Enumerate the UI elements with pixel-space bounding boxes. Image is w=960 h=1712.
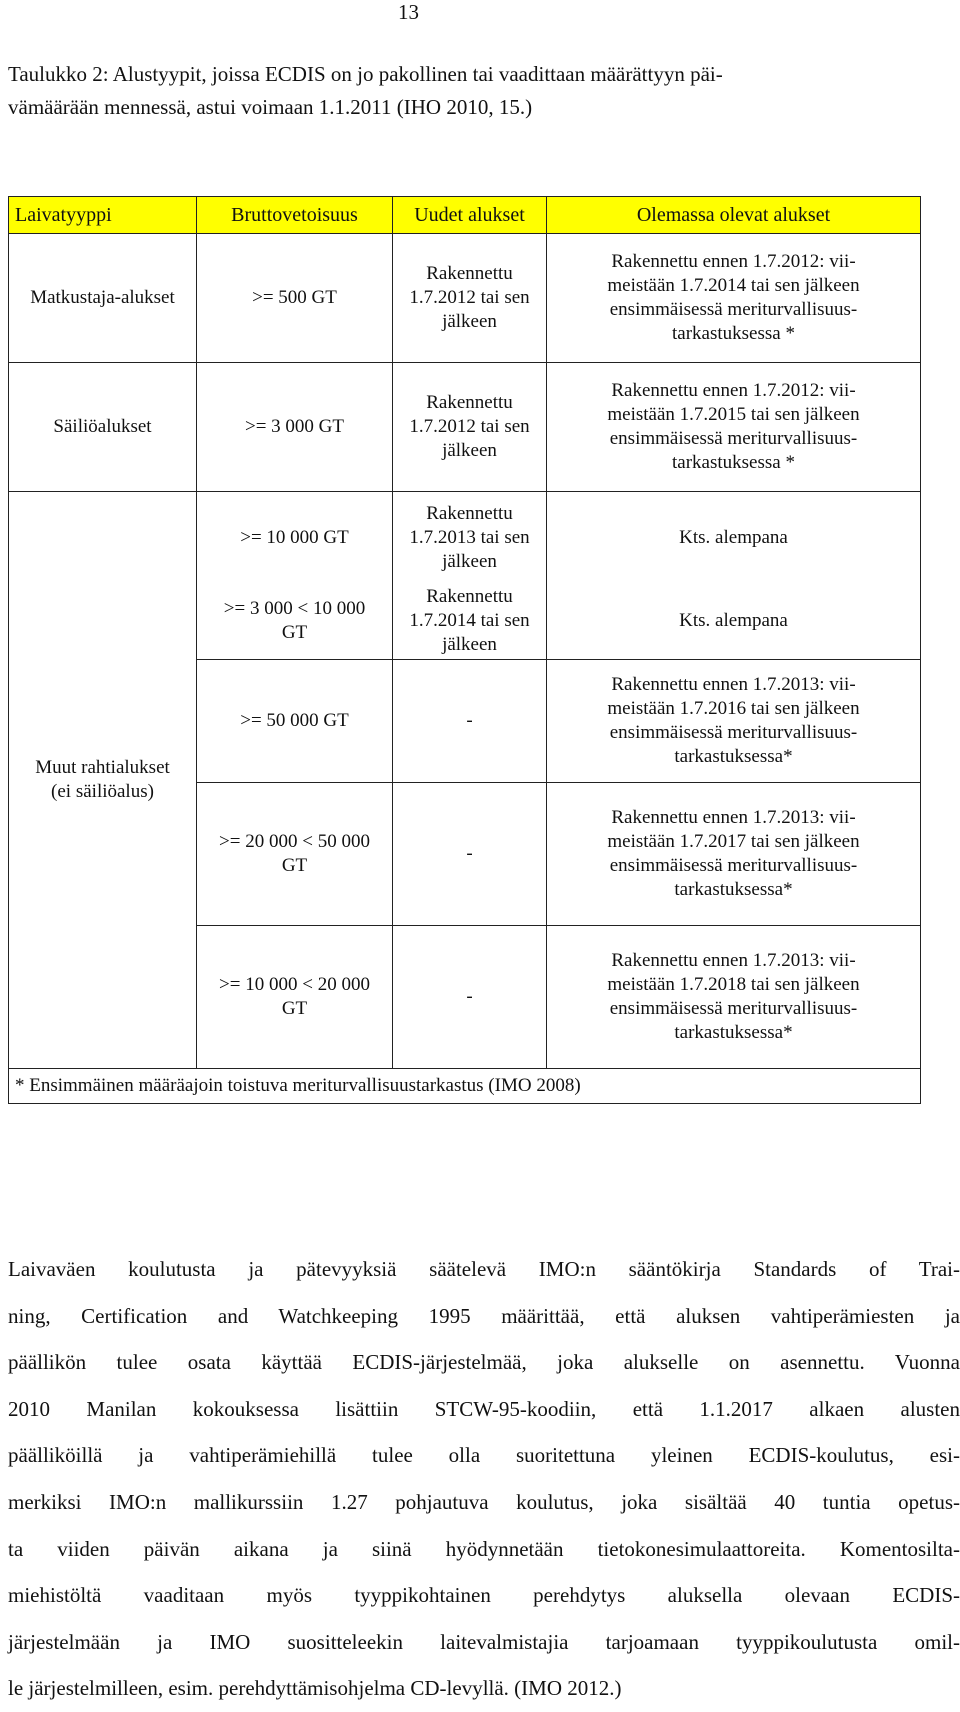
cell-line: >= 3 000 < 10 000	[223, 598, 366, 620]
cell-line: ensimmäisessä meriturvallisuus-	[609, 998, 858, 1019]
cell-line: GT	[281, 855, 308, 876]
cell-line: Rakennettu	[426, 263, 513, 284]
cell-line: 1.7.2012 tai sen	[409, 416, 530, 437]
new-ships-cell	[393, 363, 547, 492]
paragraph-line: päälliköillä ja vahtiperämiehillä tulee olla suoritettuna yleinen ECDIS-koulutus, esi-	[8, 1443, 960, 1468]
tonnage-cell	[197, 584, 393, 660]
paragraph-line: järjestelmään ja IMO suositteleekin laitevalmistajia tarjoamaan tyyppikoulutusta omil-	[8, 1629, 960, 1654]
cell-line: GT	[281, 622, 308, 644]
footnote-row	[9, 1069, 921, 1104]
cell-line: meistään 1.7.2014 tai sen jälkeen	[607, 275, 860, 296]
paragraph-line: 2010 Manilan kokouksessa lisättiin STCW-95-koodiin, että 1.1.2017 alkaen alusten	[8, 1396, 960, 1421]
header-cell: Laivatyyppi	[9, 197, 197, 234]
ecdis-table	[8, 196, 921, 1104]
tonnage-cell: >= 500 GT	[197, 234, 393, 363]
cell-line: >= 20 000 < 50 000	[219, 831, 370, 852]
existing-ships-cell: Kts. alempana	[547, 584, 921, 660]
existing-ships-cell: Kts. alempana	[547, 492, 921, 584]
table-footnote: * Ensimmäinen määräajoin toistuva meriturvallisuustarkastus (IMO 2008)	[9, 1069, 921, 1104]
ship-type-cell: Matkustaja-alukset	[9, 234, 197, 363]
new-ships-cell: -	[393, 783, 547, 926]
new-ships-cell: -	[393, 660, 547, 783]
cell-line: tarkastuksessa*	[674, 746, 793, 767]
cell-line: tarkastuksessa *	[672, 323, 795, 344]
page-number: 13	[398, 0, 419, 24]
caption-line: Taulukko 2: Alustyypit, joissa ECDIS on jo pakollinen tai vaadittaan määrättyyn päi-	[8, 62, 723, 86]
existing-ships-cell	[547, 926, 921, 1069]
header-cell: Olemassa olevat alukset	[547, 197, 921, 234]
ship-type-cell: Säiliöalukset	[9, 363, 197, 492]
cell-line: GT	[281, 998, 308, 1019]
cell-line: Muut rahtialukset	[35, 757, 170, 778]
tonnage-cell: >= 10 000 GT	[197, 492, 393, 584]
cell-line: 1.7.2013 tai sen	[409, 526, 530, 548]
paragraph-line: miehistöltä vaaditaan myös tyyppikohtainen perehdytys aluksella olevaan ECDIS-	[8, 1583, 960, 1608]
cell-line: Rakennettu	[426, 586, 513, 608]
cell-line: meistään 1.7.2016 tai sen jälkeen	[607, 698, 860, 719]
cell-line: meistään 1.7.2015 tai sen jälkeen	[607, 404, 860, 425]
paragraph-line: le järjestelmilleen, esim. perehdyttämisohjelma CD-levyllä. (IMO 2012.)	[8, 1676, 622, 1701]
table-row	[9, 234, 921, 363]
new-ships-cell: -	[393, 926, 547, 1069]
cell-line: ensimmäisessä meriturvallisuus-	[609, 428, 858, 449]
cell-line: Rakennettu ennen 1.7.2013: vii-	[611, 674, 856, 695]
cell-line: ensimmäisessä meriturvallisuus-	[609, 855, 858, 876]
cell-line: Rakennettu	[426, 392, 513, 413]
cell-line: tarkastuksessa*	[674, 1022, 793, 1043]
cell-line: tarkastuksessa*	[674, 879, 793, 900]
cell-line: Rakennettu ennen 1.7.2012: vii-	[611, 251, 856, 272]
cell-line: Rakennettu	[426, 502, 513, 524]
new-ships-cell	[393, 492, 547, 584]
tonnage-cell	[197, 926, 393, 1069]
ship-type-cell	[9, 492, 197, 1069]
cell-line: jälkeen	[442, 634, 497, 656]
caption-line: vämäärään mennessä, astui voimaan 1.1.2011 (IHO 2010, 15.)	[8, 95, 533, 119]
cell-line: meistään 1.7.2017 tai sen jälkeen	[607, 831, 860, 852]
cell-line: ensimmäisessä meriturvallisuus-	[609, 299, 858, 320]
cell-line: jälkeen	[442, 440, 497, 461]
existing-ships-cell	[547, 363, 921, 492]
cell-line: tarkastuksessa *	[672, 452, 795, 473]
cell-line: Rakennettu ennen 1.7.2013: vii-	[611, 950, 856, 971]
cell-line: jälkeen	[442, 311, 497, 332]
cell-line: jälkeen	[442, 550, 497, 572]
cell-line: >= 10 000 < 20 000	[219, 974, 370, 995]
table-header-row	[9, 197, 921, 234]
new-ships-cell	[393, 234, 547, 363]
paragraph-line: päällikön tulee osata käyttää ECDIS-järjestelmää, joka alukselle on asennettu. Vuonna	[8, 1350, 960, 1375]
table-row	[9, 363, 921, 492]
table-row	[9, 492, 921, 584]
paragraph-line: ning, Certification and Watchkeeping 1995 määrittää, että aluksen vahtiperämiesten ja	[8, 1303, 960, 1328]
body-paragraph	[8, 1246, 960, 1712]
paragraph-line: merkiksi IMO:n mallikurssiin 1.27 pohjautuva koulutus, joka sisältää 40 tuntia opetus-	[8, 1489, 960, 1514]
paragraph-line: Laivaväen koulutusta ja pätevyyksiä säätelevä IMO:n sääntökirja Standards of Trai-	[8, 1257, 960, 1281]
cell-line: Rakennettu ennen 1.7.2013: vii-	[611, 807, 856, 828]
table-caption	[8, 58, 928, 124]
cell-line: 1.7.2014 tai sen	[409, 610, 530, 632]
tonnage-cell: >= 50 000 GT	[197, 660, 393, 783]
cell-line: Rakennettu ennen 1.7.2012: vii-	[611, 380, 856, 401]
existing-ships-cell	[547, 660, 921, 783]
cell-line: (ei säiliöalus)	[51, 781, 154, 802]
tonnage-cell	[197, 783, 393, 926]
new-ships-cell	[393, 584, 547, 660]
header-cell: Uudet alukset	[393, 197, 547, 234]
cell-line: ensimmäisessä meriturvallisuus-	[609, 722, 858, 743]
cell-line: meistään 1.7.2018 tai sen jälkeen	[607, 974, 860, 995]
existing-ships-cell	[547, 234, 921, 363]
paragraph-line: ta viiden päivän aikana ja siinä hyödynnetään tietokonesimulaattoreita. Komentosilta-	[8, 1536, 960, 1561]
cell-line: 1.7.2012 tai sen	[409, 287, 530, 308]
existing-ships-cell	[547, 783, 921, 926]
tonnage-cell: >= 3 000 GT	[197, 363, 393, 492]
header-cell: Bruttovetoisuus	[197, 197, 393, 234]
